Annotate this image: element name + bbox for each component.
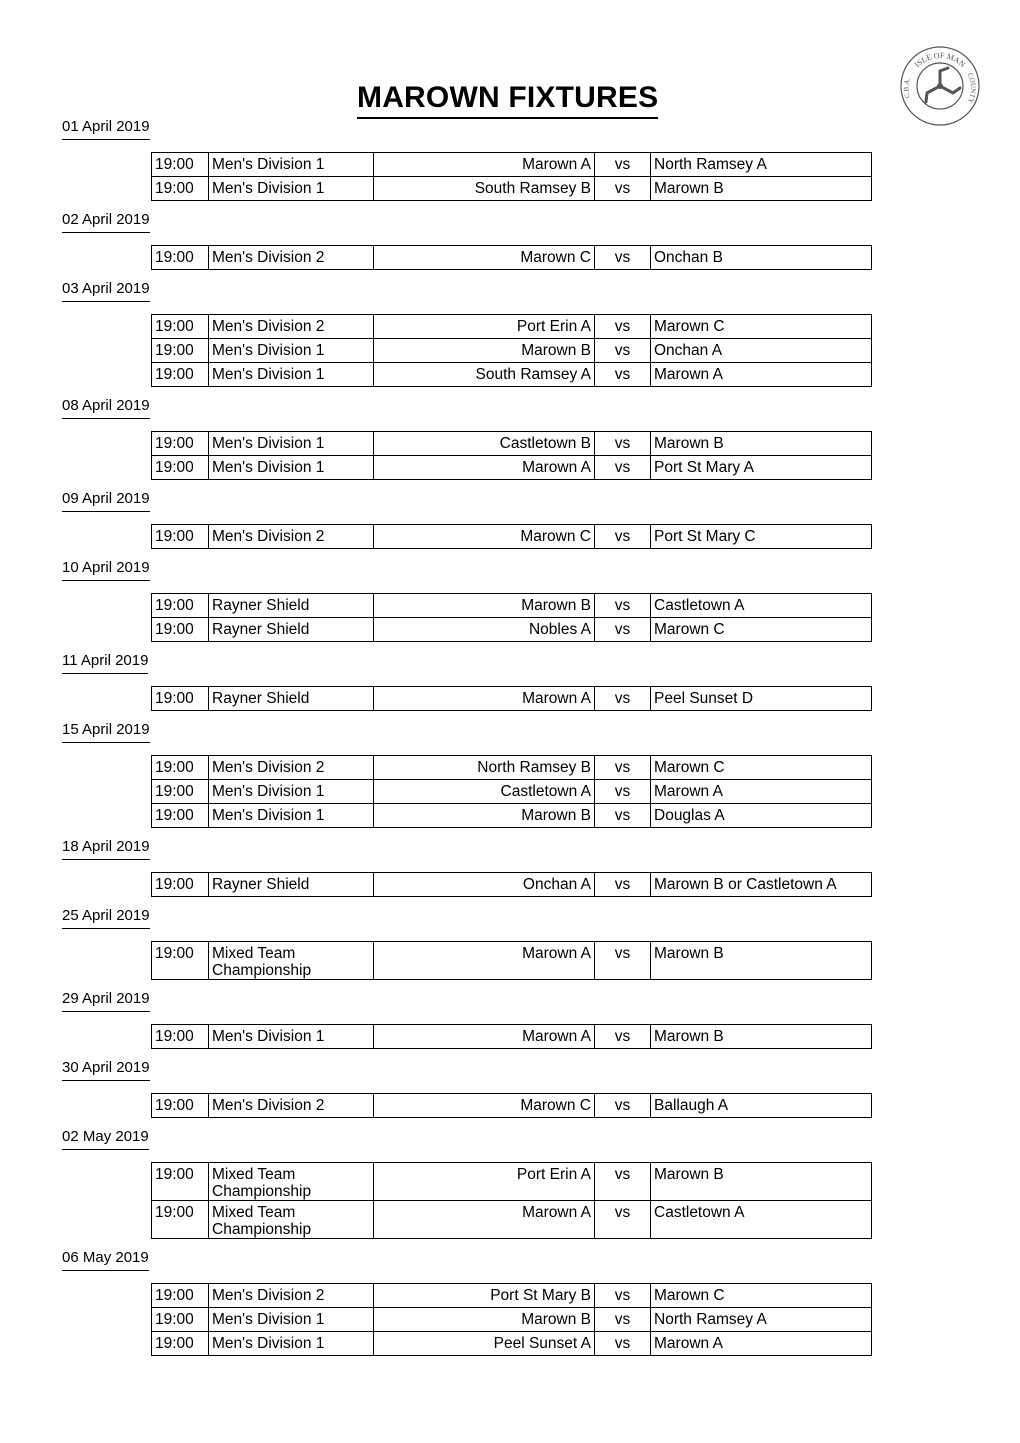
fixtures-table xyxy=(151,524,872,549)
away-team: North Ramsey A xyxy=(651,1308,872,1332)
home-team: South Ramsey B xyxy=(374,177,595,201)
fixture-row xyxy=(152,756,872,780)
fixture-day xyxy=(0,559,1020,642)
fixture-day xyxy=(0,1128,1020,1239)
away-team: North Ramsey A xyxy=(651,153,872,177)
match-time: 19:00 xyxy=(152,315,209,339)
fixtures-table xyxy=(151,245,872,270)
versus-label: vs xyxy=(595,432,651,456)
away-team: Marown B xyxy=(651,1025,872,1049)
fixture-row xyxy=(152,1163,872,1201)
fixture-row xyxy=(152,873,872,897)
away-team: Marown A xyxy=(651,363,872,387)
versus-label: vs xyxy=(595,804,651,828)
fixture-row xyxy=(152,153,872,177)
away-team: Marown B xyxy=(651,177,872,201)
fixture-day xyxy=(0,211,1020,270)
match-competition: Men's Division 1 xyxy=(209,153,374,177)
match-competition: Men's Division 2 xyxy=(209,756,374,780)
match-competition: Men's Division 1 xyxy=(209,339,374,363)
fixture-date: 11 April 2019 xyxy=(62,652,148,674)
fixture-row xyxy=(152,339,872,363)
match-time: 19:00 xyxy=(152,804,209,828)
away-team: Port St Mary C xyxy=(651,525,872,549)
fixtures-table xyxy=(151,755,872,828)
match-time: 19:00 xyxy=(152,177,209,201)
fixture-day xyxy=(0,990,1020,1049)
fixture-row xyxy=(152,1332,872,1356)
match-competition: Mixed Team Championship xyxy=(209,1163,374,1201)
versus-label: vs xyxy=(595,1201,651,1239)
match-competition: Men's Division 2 xyxy=(209,246,374,270)
match-competition: Men's Division 1 xyxy=(209,1308,374,1332)
match-time: 19:00 xyxy=(152,1308,209,1332)
fixture-row xyxy=(152,456,872,480)
match-time: 19:00 xyxy=(152,1284,209,1308)
away-team: Marown C xyxy=(651,1284,872,1308)
versus-label: vs xyxy=(595,1284,651,1308)
fixture-row xyxy=(152,804,872,828)
match-competition: Men's Division 2 xyxy=(209,315,374,339)
fixture-row xyxy=(152,363,872,387)
fixture-day xyxy=(0,118,1020,201)
match-time: 19:00 xyxy=(152,1094,209,1118)
fixture-day xyxy=(0,397,1020,480)
versus-label: vs xyxy=(595,177,651,201)
versus-label: vs xyxy=(595,363,651,387)
match-competition: Mixed Team Championship xyxy=(209,1201,374,1239)
match-time: 19:00 xyxy=(152,525,209,549)
match-time: 19:00 xyxy=(152,1332,209,1356)
fixtures-table xyxy=(151,1024,872,1049)
fixture-day xyxy=(0,280,1020,387)
fixture-row xyxy=(152,780,872,804)
fixtures-table xyxy=(151,941,872,980)
fixture-date: 10 April 2019 xyxy=(62,559,150,581)
fixture-date: 03 April 2019 xyxy=(62,280,150,302)
versus-label: vs xyxy=(595,1332,651,1356)
match-time: 19:00 xyxy=(152,246,209,270)
fixtures-table xyxy=(151,431,872,480)
fixtures-table xyxy=(151,1162,872,1239)
fixture-date: 02 May 2019 xyxy=(62,1128,149,1150)
versus-label: vs xyxy=(595,873,651,897)
match-competition: Men's Division 1 xyxy=(209,432,374,456)
versus-label: vs xyxy=(595,756,651,780)
fixture-row xyxy=(152,246,872,270)
home-team: Marown A xyxy=(374,153,595,177)
fixture-row xyxy=(152,432,872,456)
home-team: Marown B xyxy=(374,339,595,363)
home-team: Marown A xyxy=(374,456,595,480)
versus-label: vs xyxy=(595,1094,651,1118)
versus-label: vs xyxy=(595,315,651,339)
home-team: Castletown A xyxy=(374,780,595,804)
match-time: 19:00 xyxy=(152,1025,209,1049)
fixtures-table xyxy=(151,152,872,201)
match-competition: Mixed Team Championship xyxy=(209,942,374,980)
away-team: Marown B xyxy=(651,432,872,456)
fixture-date: 30 April 2019 xyxy=(62,1059,150,1081)
fixture-date: 01 April 2019 xyxy=(62,118,150,140)
versus-label: vs xyxy=(595,1025,651,1049)
fixtures-table xyxy=(151,872,872,897)
home-team: Port St Mary B xyxy=(374,1284,595,1308)
club-logo xyxy=(896,44,984,126)
fixture-row xyxy=(152,1025,872,1049)
match-time: 19:00 xyxy=(152,1201,209,1239)
home-team: Port Erin A xyxy=(374,1163,595,1201)
away-team: Marown C xyxy=(651,618,872,642)
match-time: 19:00 xyxy=(152,432,209,456)
match-competition: Men's Division 1 xyxy=(209,780,374,804)
versus-label: vs xyxy=(595,153,651,177)
away-team: Port St Mary A xyxy=(651,456,872,480)
away-team: Castletown A xyxy=(651,1201,872,1239)
versus-label: vs xyxy=(595,618,651,642)
match-time: 19:00 xyxy=(152,363,209,387)
logo-ring-top-text: ISLE OF MAN xyxy=(912,50,967,70)
match-competition: Men's Division 1 xyxy=(209,1025,374,1049)
fixture-row xyxy=(152,594,872,618)
fixture-date: 08 April 2019 xyxy=(62,397,150,419)
versus-label: vs xyxy=(595,1308,651,1332)
match-time: 19:00 xyxy=(152,618,209,642)
match-time: 19:00 xyxy=(152,339,209,363)
fixture-day xyxy=(0,907,1020,980)
fixture-row xyxy=(152,1284,872,1308)
match-competition: Rayner Shield xyxy=(209,594,374,618)
versus-label: vs xyxy=(595,339,651,363)
match-time: 19:00 xyxy=(152,456,209,480)
match-time: 19:00 xyxy=(152,687,209,711)
home-team: Onchan A xyxy=(374,873,595,897)
fixture-row xyxy=(152,1094,872,1118)
home-team: Marown C xyxy=(374,1094,595,1118)
fixture-row xyxy=(152,1201,872,1239)
fixtures-table xyxy=(151,686,872,711)
fixtures-table xyxy=(151,314,872,387)
match-time: 19:00 xyxy=(152,153,209,177)
fixture-day xyxy=(0,721,1020,828)
fixture-row xyxy=(152,177,872,201)
fixture-date: 15 April 2019 xyxy=(62,721,150,743)
fixtures-table xyxy=(151,1283,872,1356)
away-team: Onchan B xyxy=(651,246,872,270)
match-competition: Men's Division 2 xyxy=(209,525,374,549)
match-competition: Rayner Shield xyxy=(209,618,374,642)
match-time: 19:00 xyxy=(152,756,209,780)
home-team: Castletown B xyxy=(374,432,595,456)
away-team: Marown A xyxy=(651,780,872,804)
fixture-date: 18 April 2019 xyxy=(62,838,150,860)
away-team: Douglas A xyxy=(651,804,872,828)
away-team: Marown A xyxy=(651,1332,872,1356)
match-competition: Rayner Shield xyxy=(209,873,374,897)
match-competition: Rayner Shield xyxy=(209,687,374,711)
match-competition: Men's Division 1 xyxy=(209,456,374,480)
home-team: Marown A xyxy=(374,1201,595,1239)
svg-text:COUNTY xyxy=(966,72,977,105)
match-competition: Men's Division 2 xyxy=(209,1094,374,1118)
match-time: 19:00 xyxy=(152,780,209,804)
logo-ring-right-text: COUNTY xyxy=(965,71,978,105)
away-team: Marown B xyxy=(651,942,872,980)
fixture-date: 29 April 2019 xyxy=(62,990,150,1012)
match-time: 19:00 xyxy=(152,873,209,897)
home-team: Nobles A xyxy=(374,618,595,642)
svg-text:ISLE OF MAN xyxy=(913,51,967,69)
fixtures-table xyxy=(151,1093,872,1118)
away-team: Marown B or Castletown A xyxy=(651,873,872,897)
home-team: South Ramsey A xyxy=(374,363,595,387)
match-time: 19:00 xyxy=(152,1163,209,1201)
home-team: Marown B xyxy=(374,1308,595,1332)
match-time: 19:00 xyxy=(152,594,209,618)
match-competition: Men's Division 2 xyxy=(209,1284,374,1308)
home-team: Port Erin A xyxy=(374,315,595,339)
versus-label: vs xyxy=(595,456,651,480)
fixture-day xyxy=(0,1249,1020,1356)
away-team: Onchan A xyxy=(651,339,872,363)
page-title: MAROWN FIXTURES xyxy=(357,80,658,119)
fixture-day xyxy=(0,838,1020,897)
versus-label: vs xyxy=(595,780,651,804)
match-competition: Men's Division 1 xyxy=(209,1332,374,1356)
home-team: Marown A xyxy=(374,942,595,980)
home-team: Marown C xyxy=(374,525,595,549)
match-time: 19:00 xyxy=(152,942,209,980)
fixture-date: 02 April 2019 xyxy=(62,211,150,233)
svg-text:C.B.A. xyxy=(902,76,912,99)
fixture-date: 09 April 2019 xyxy=(62,490,150,512)
fixture-day xyxy=(0,490,1020,549)
versus-label: vs xyxy=(595,942,651,980)
match-competition: Men's Division 1 xyxy=(209,363,374,387)
home-team: North Ramsey B xyxy=(374,756,595,780)
fixture-row xyxy=(152,942,872,980)
fixture-date: 25 April 2019 xyxy=(62,907,150,929)
versus-label: vs xyxy=(595,525,651,549)
away-team: Marown C xyxy=(651,756,872,780)
fixture-row xyxy=(152,525,872,549)
home-team: Marown B xyxy=(374,804,595,828)
away-team: Ballaugh A xyxy=(651,1094,872,1118)
away-team: Marown C xyxy=(651,315,872,339)
versus-label: vs xyxy=(595,246,651,270)
match-competition: Men's Division 1 xyxy=(209,804,374,828)
fixtures-table xyxy=(151,593,872,642)
away-team: Castletown A xyxy=(651,594,872,618)
match-competition: Men's Division 1 xyxy=(209,177,374,201)
home-team: Marown B xyxy=(374,594,595,618)
triskelion-icon xyxy=(926,68,960,102)
fixture-row xyxy=(152,315,872,339)
away-team: Peel Sunset D xyxy=(651,687,872,711)
home-team: Marown C xyxy=(374,246,595,270)
home-team: Marown A xyxy=(374,687,595,711)
fixture-day xyxy=(0,1059,1020,1118)
versus-label: vs xyxy=(595,1163,651,1201)
away-team: Marown B xyxy=(651,1163,872,1201)
versus-label: vs xyxy=(595,594,651,618)
fixture-date: 06 May 2019 xyxy=(62,1249,149,1271)
home-team: Marown A xyxy=(374,1025,595,1049)
fixture-row xyxy=(152,687,872,711)
fixtures-list xyxy=(0,118,1020,1366)
fixture-row xyxy=(152,618,872,642)
logo-ring-left-text: C.B.A. xyxy=(902,76,912,100)
home-team: Peel Sunset A xyxy=(374,1332,595,1356)
fixture-row xyxy=(152,1308,872,1332)
versus-label: vs xyxy=(595,687,651,711)
fixture-day xyxy=(0,652,1020,711)
